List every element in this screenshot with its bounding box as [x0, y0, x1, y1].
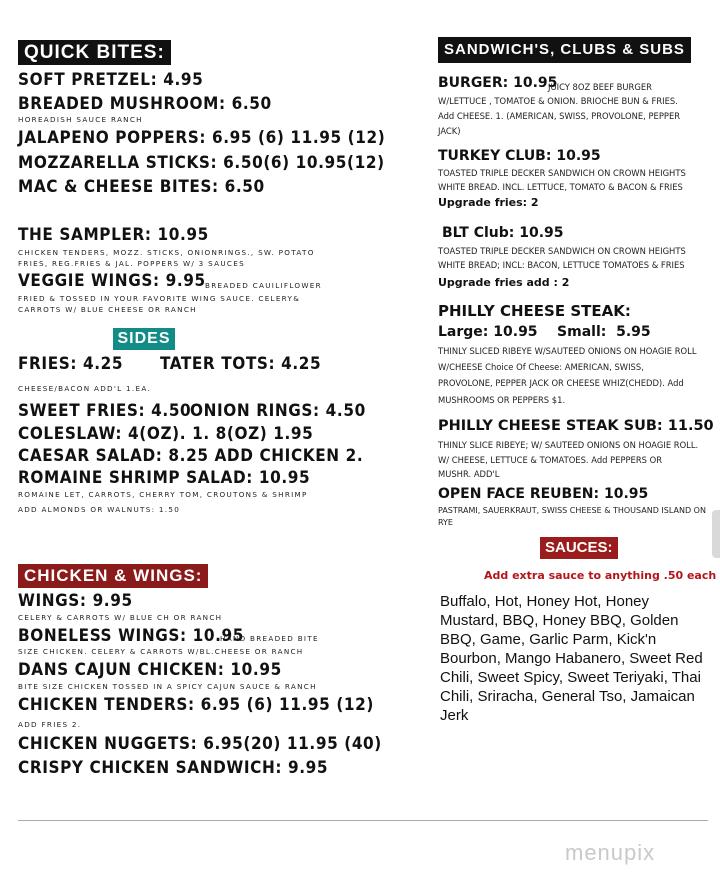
blt-club-item: BLT Club: 10.95 [442, 225, 564, 241]
turkey-upgrade: Upgrade fries: 2 [438, 196, 539, 209]
philly-sizes: Large: 10.95 Small: 5.95 [438, 324, 651, 340]
quick-bites-header: QUICK BITES: [18, 40, 171, 65]
tater-tots-item: TATER TOTS: 4.25 [160, 354, 322, 374]
reuben-note: RYE [438, 518, 453, 527]
breaded-mushroom-note: HOREADISH SAUCE RANCH [18, 115, 143, 124]
sauces-header: SAUCES: [540, 537, 618, 559]
turkey-note: TOASTED TRIPLE DECKER SANDWICH ON CROWN HEIGHTS [438, 168, 686, 178]
blt-upgrade: Upgrade fries add : 2 [438, 276, 570, 289]
philly-sub-note: THINLY SLICE RIBEYE; W/ SAUTEED ONIONS ON HOAGIE ROLL. [438, 440, 699, 450]
wings-item: WINGS: 9.95 [18, 591, 133, 611]
mozzarella-sticks-item: MOZZARELLA STICKS: 6.50(6) 10.95(12) [18, 153, 385, 173]
blt-note: WHITE BREAD; INCL: BACON, LETTUCE TOMATOES & FRIES [438, 260, 685, 270]
blt-note: TOASTED TRIPLE DECKER SANDWICH ON CROWN HEIGHTS [438, 246, 686, 256]
burger-note: JACK) [438, 126, 461, 136]
reuben-note: PASTRAMI, SAUERKRAUT, SWISS CHEESE & THOUSAND ISLAND ON [438, 506, 706, 515]
philly-note: W/CHEESE Choice Of Cheese: AMERICAN, SWISS, [438, 362, 644, 372]
sauces-extra-note: Add extra sauce to anything .50 each [484, 569, 717, 582]
burger-note: Add CHEESE. 1. (AMERICAN, SWISS, PROVOLONE, PEPPER [438, 111, 681, 121]
sampler-note: CHICKEN TENDERS, MOZZ. STICKS, ONIONRINGS., SW. POTATO [18, 248, 315, 257]
philly-note: MUSHROOMS OR PEPPERS $1. [438, 395, 566, 405]
watermark: menupix [565, 840, 656, 865]
cheese-bacon-note: CHEESE/BACON ADD'L 1.EA. [18, 384, 152, 393]
sides-header: SIDES [113, 328, 175, 350]
jalapeno-poppers-item: JALAPENO POPPERS: 6.95 (6) 11.95 (12) [18, 128, 386, 148]
bottom-divider [18, 820, 708, 821]
cajun-chicken-item: DANS CAJUN CHICKEN: 10.95 [18, 660, 282, 680]
philly-sub-item: PHILLY CHEESE STEAK SUB: 11.50 [438, 418, 714, 434]
romaine-shrimp-item: ROMAINE SHRIMP SALAD: 10.95 [18, 468, 311, 488]
chicken-nuggets-item: CHICKEN NUGGETS: 6.95(20) 11.95 (40) [18, 734, 382, 754]
soft-pretzel-item: SOFT PRETZEL: 4.95 [18, 70, 204, 90]
philly-sub-note: W/ CHEESE, LETTUCE & TOMATOES. Add PEPPERS OR [438, 455, 663, 465]
boneless-note: HAND BREADED BITE [220, 634, 319, 643]
wings-note: CELERY & CARROTS W/ BLUE CH OR RANCH [18, 613, 223, 622]
sauces-list: Buffalo, Hot, Honey Hot, Honey Mustard, BBQ, Honey BBQ, Golden BBQ, Game, Garlic Parm, Kick'n Bourbon, Mango Habanero, Sweet Red Chili, Sweet Spicy, Sweet Teriyaki, Thai Chili, Sriracha, General Tso, Jamaican Jerk [440, 593, 703, 724]
cajun-note: BITE SIZE CHICKEN TOSSED IN A SPICY CAJUN SAUCE & RANCH [18, 682, 317, 691]
sampler-item: THE SAMPLER: 10.95 [18, 225, 209, 245]
scroll-handle[interactable] [712, 510, 720, 558]
boneless-wings-item: BONELESS WINGS: 10.95 [18, 626, 245, 646]
reuben-item: OPEN FACE REUBEN: 10.95 [438, 486, 649, 502]
add-fries-note: ADD FRIES 2. [18, 720, 82, 729]
philly-sub-note: MUSHR. ADD'L [438, 469, 500, 479]
philly-cheese-steak-item: PHILLY CHEESE STEAK: [438, 302, 631, 320]
veggie-note: BREADED CAUILIFLOWER [205, 281, 322, 290]
caesar-salad-item: CAESAR SALAD: 8.25 ADD CHICKEN 2. [18, 446, 364, 466]
chicken-wings-header: CHICKEN & WINGS: [18, 564, 208, 588]
burger-note: W/LETTUCE , TOMATOE & ONION. BRIOCHE BUN & FRIES. [438, 96, 678, 106]
turkey-club-item: TURKEY CLUB: 10.95 [438, 148, 601, 164]
veggie-wings-item: VEGGIE WINGS: 9.95 [18, 271, 206, 291]
chicken-tenders-item: CHICKEN TENDERS: 6.95 (6) 11.95 (12) [18, 695, 374, 715]
almonds-note: ADD ALMONDS OR WALNUTS: 1.50 [18, 505, 181, 514]
fries-item: FRIES: 4.25 [18, 354, 124, 374]
veggie-note: FRIED & TOSSED IN YOUR FAVORITE WING SAUCE. CELERY& [18, 294, 301, 303]
sandwiches-header: SANDWICH'S, CLUBS & SUBS [438, 37, 691, 63]
burger-item: BURGER: 10.95 [438, 75, 558, 91]
onion-rings-item: ONION RINGS: 4.50 [190, 401, 366, 421]
breaded-mushroom-item: BREADED MUSHROOM: 6.50 [18, 94, 272, 114]
philly-note: PROVOLONE, PEPPER JACK OR CHEESE WHIZ(CHEDD). Add [438, 378, 684, 388]
philly-note: THINLY SLICED RIBEYE W/SAUTEED ONIONS ON HOAGIE ROLL [438, 346, 697, 356]
sweet-fries-item: SWEET FRIES: 4.50 [18, 401, 192, 421]
coleslaw-item: COLESLAW: 4(OZ). 1. 8(OZ) 1.95 [18, 424, 314, 444]
mac-cheese-item: MAC & CHEESE BITES: 6.50 [18, 177, 265, 197]
veggie-note: CARROTS W/ BLUE CHEESE OR RANCH [18, 305, 197, 314]
sampler-note: FRIES, REG.FRIES & JAL. POPPERS W/ 3 SAUCES [18, 259, 245, 268]
turkey-note: WHITE BREAD. INCL. LETTUCE, TOMATO & BACON & FRIES [438, 182, 683, 192]
boneless-note: SIZE CHICKEN. CELERY & CARROTS W/BL.CHEESE OR RANCH [18, 647, 304, 656]
romaine-note: ROMAINE LET, CARROTS, CHERRY TOM, CROUTONS & SHRIMP [18, 490, 308, 499]
burger-note: JUICY 8OZ BEEF BURGER [548, 82, 652, 92]
crispy-chicken-item: CRISPY CHICKEN SANDWICH: 9.95 [18, 758, 329, 778]
